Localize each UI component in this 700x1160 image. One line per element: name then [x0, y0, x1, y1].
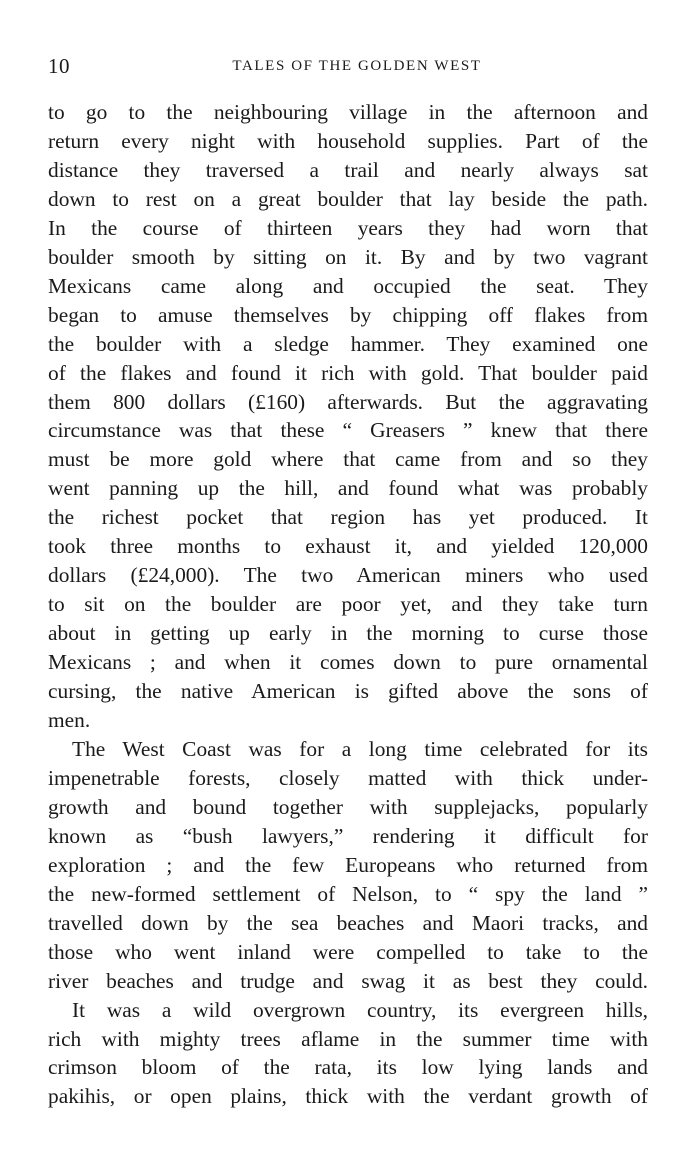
text-line: impenetrable forests, closely matted with thick under-: [48, 765, 648, 790]
text-line: went panning up the hill, and found what was probably: [48, 476, 648, 501]
paragraph-1: [48, 98, 648, 735]
text-line: the richest pocket that region has yet produced. It: [48, 505, 648, 530]
text-line: took three months to exhaust it, and yielded 120,000: [48, 534, 648, 559]
text-line: exploration ; and the few Europeans who returned from: [48, 852, 648, 877]
text-line: must be more gold where that came from and so they: [48, 447, 648, 472]
paragraph-3: [48, 996, 648, 1112]
text-line: In the course of thirteen years they had worn that: [48, 215, 648, 240]
text-line: distance they traversed a trail and nearly always sat: [48, 157, 648, 182]
text-line: to go to the neighbouring village in the afternoon and: [48, 100, 648, 124]
text-line: about in getting up early in the morning to curse those: [48, 621, 648, 646]
text-line: Mexicans came along and occupied the seat. They: [48, 273, 648, 298]
text-line: It was a wild overgrown country, its evergreen hills,: [72, 997, 648, 1022]
text-line: river beaches and trudge and swag it as best they could.: [48, 968, 648, 993]
text-line: cursing, the native American is gifted above the sons of: [48, 679, 648, 704]
text-line: down to rest on a great boulder that lay beside the path.: [48, 186, 648, 211]
running-head: [48, 54, 648, 84]
text-line: to sit on the boulder are poor yet, and they take turn: [48, 592, 648, 617]
text-line: growth and bound together with supplejacks, popularly: [48, 794, 648, 819]
text-line: circumstance was that these “ Greasers ” knew that there: [48, 418, 648, 443]
text-line: the boulder with a sledge hammer. They examined one: [48, 331, 648, 356]
running-title: TALES OF THE GOLDEN WEST: [232, 58, 482, 74]
text-line: began to amuse themselves by chipping off flakes from: [48, 302, 648, 327]
body-text: [48, 98, 648, 1111]
text-line: pakihis, or open plains, thick with the verdant growth of: [48, 1084, 648, 1109]
text-line: boulder smooth by sitting on it. By and by two vagrant: [48, 244, 648, 269]
text-line: rich with mighty trees aflame in the summer time with: [48, 1026, 648, 1051]
text-line: of the flakes and found it rich with gold. That boulder paid: [48, 360, 648, 385]
text-line: those who went inland were compelled to take to the: [48, 939, 648, 964]
text-line: travelled down by the sea beaches and Maori tracks, and: [48, 910, 648, 935]
text-line: The West Coast was for a long time celebrated for its: [72, 736, 648, 761]
text-line: them 800 dollars (£160) afterwards. But the aggravating: [48, 389, 648, 414]
text-line: the new-formed settlement of Nelson, to “ spy the land ”: [48, 881, 648, 906]
text-line: crimson bloom of the rata, its low lying lands and: [48, 1055, 648, 1080]
text-line: dollars (£24,000). The two American miners who used: [48, 563, 648, 588]
text-line: men.: [48, 708, 91, 733]
text-line: return every night with household supplies. Part of the: [48, 128, 648, 153]
page-number: 10: [48, 54, 70, 78]
paragraph-2: [48, 735, 648, 996]
text-line: known as “bush lawyers,” rendering it difficult for: [48, 823, 648, 848]
text-line: Mexicans ; and when it comes down to pure ornamental: [48, 650, 648, 675]
